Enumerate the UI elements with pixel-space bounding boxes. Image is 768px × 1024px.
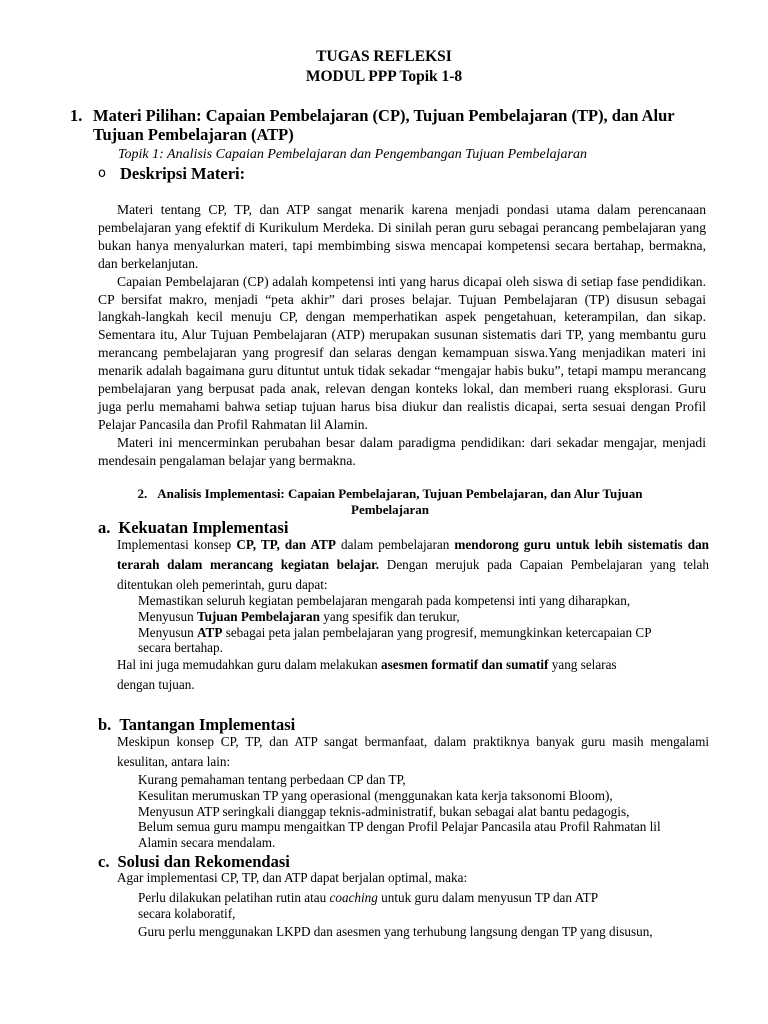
doc-title: TUGAS REFLEKSI bbox=[316, 48, 452, 65]
paragraph-2: Capaian Pembelajaran (CP) adalah kompetensi inti yang harus dicapai oleh siswa di setiap fase pendidikan. CP bersifat makro, menjadi “peta akhir” dari proses belajar. Tujuan Pembelajaran (TP) disusun sebagai langkah-langkah kecil menuju CP, dengan memperhatikan aspek pengetahuan, keterampilan, dan sikap. Sementara itu, Alur Tujuan Pembelajaran (ATP) merupakan susunan sistematis dari TP, yang membantu guru merancang pembelajaran yang progresif dan selaras dengan kemampuan siswa.Yang menjadikan materi ini menarik adalah bagaimana guru dituntut untuk tidak sekadar “mengajar habis buku”, tetapi mampu merancang pembelajaran yang berpusat pada anak, relevan dengan konteks lokal, dan memberi ruang eksplorasi. Guru juga perlu memahami bahwa setiap tujuan harus bisa diukur dan realistis dicapai, serta sesuai dengan Profil Pelajar Pancasila dan Profil Rahmatan lil Alamin. bbox=[98, 273, 706, 432]
list-item-text: Menyusun bbox=[138, 624, 197, 640]
subsection-b-intro: Meskipun konsep CP, TP, dan ATP sangat bermanfaat, dalam praktiknya banyak guru masih mengalami kesulitan, antara lain: bbox=[117, 734, 709, 769]
list-item-text: Kurang pemahaman tentang perbedaan CP dan TP, bbox=[138, 772, 406, 787]
list-item bbox=[117, 924, 709, 940]
list-item bbox=[117, 819, 709, 851]
list-item-text: Memastikan seluruh kegiatan pembelajaran mengarah pada kompetensi inti yang diharapkan, bbox=[138, 593, 631, 608]
paragraph-3: Materi ini mencerminkan perubahan besar dalam paradigma pendidikan: dari sekadar mengajar, menjadi mendesain pengalaman belajar yang bermakna. bbox=[98, 434, 706, 468]
text-run: Implementasi konsep bbox=[117, 537, 237, 552]
section-1-heading bbox=[70, 106, 730, 144]
bold-run: asesmen formatif dan sumatif bbox=[381, 657, 549, 672]
subsection-a-intro bbox=[117, 535, 709, 595]
list-item-text: Kesulitan merumuskan TP yang operasional (menggunakan kata kerja taksonomi Bloom), bbox=[138, 787, 613, 803]
subsection-c-letter: c. bbox=[98, 852, 110, 871]
paragraph-1: Materi tentang CP, TP, dan ATP sangat menarik karena menjadi pondasi utama dalam perencanaan pembelajaran yang efektif di Kurikulum Merdeka. Di sinilah peran guru sebagai perancang pembelajaran yang bukan hanya menyalurkan materi, tapi membimbing siswa mencapai kompetensi secara bertahap, bermakna, dan berkelanjutan. bbox=[98, 202, 706, 271]
list-item bbox=[117, 804, 709, 820]
section-2-number: 2. bbox=[137, 486, 148, 501]
bold-run: Tujuan Pembelajaran bbox=[196, 608, 320, 624]
text-run: yang selaras bbox=[548, 657, 617, 672]
list-item-text: sebagai peta jalan pembelajaran yang progresif, memungkinkan ketercapaian CP bbox=[222, 624, 652, 640]
section-1-heading-line2: Tujuan Pembelajaran (ATP) bbox=[93, 125, 294, 144]
topic-line: Topik 1: Analisis Capaian Pembelajaran dan Pengembangan Tujuan Pembelajaran bbox=[118, 147, 587, 162]
list-item-text: Guru perlu menggunakan LKPD dan asesmen yang terhubung langsung dengan TP yang disusun, bbox=[138, 923, 653, 939]
list-item-text: Belum semua guru mampu mengaitkan TP dengan Profil Pelajar Pancasila atau Profil Rahmatan lil bbox=[138, 819, 661, 835]
doc-subtitle: MODUL PPP Topik 1-8 bbox=[305, 68, 463, 85]
description-body bbox=[98, 201, 706, 470]
list-item-text: Menyusun ATP seringkali dianggap teknis-administratif, bukan sebagai alat bantu pedagogis, bbox=[138, 803, 630, 819]
list-item-text: yang spesifik dan terukur, bbox=[319, 608, 460, 624]
bold-run: CP, TP, dan ATP bbox=[236, 537, 336, 552]
list-item-continuation: secara kolaboratif, bbox=[138, 905, 236, 921]
bold-run: ATP bbox=[196, 624, 223, 640]
text-run: Dengan merujuk pada Capaian Pembelajaran yang telah ditentukan oleh pemerintah, guru dapat: bbox=[117, 557, 709, 592]
subsection-b-letter: b. bbox=[98, 715, 112, 734]
subsection-c-intro: Agar implementasi CP, TP, dan ATP dapat berjalan optimal, maka: bbox=[117, 870, 468, 885]
section-2-heading bbox=[80, 486, 700, 518]
subsection-c-title: Solusi dan Rekomendasi bbox=[117, 852, 290, 871]
description-heading: Deskripsi Materi: bbox=[120, 164, 246, 183]
section-2-heading-line1: Analisis Implementasi: Capaian Pembelajaran, Tujuan Pembelajaran, dan Alur Tujuan bbox=[157, 486, 643, 501]
text-run: Hal ini juga memudahkan guru dalam melakukan bbox=[117, 657, 382, 672]
text-run: dalam pembelajaran bbox=[335, 537, 455, 552]
subsection-b-title: Tantangan Implementasi bbox=[119, 715, 296, 734]
subsection-a-list bbox=[117, 593, 709, 656]
subsection-b-list bbox=[117, 772, 709, 851]
list-item bbox=[117, 593, 709, 609]
section-1-number: 1. bbox=[70, 106, 83, 125]
list-item bbox=[117, 890, 709, 922]
text-run: dengan tujuan. bbox=[117, 677, 195, 692]
list-item bbox=[117, 788, 709, 804]
list-item bbox=[117, 609, 709, 625]
list-item-continuation: secara bertahap. bbox=[138, 640, 223, 656]
bold-run: mendorong guru untuk lebih sistematis dan terarah dalam merancang kegiatan belajar. bbox=[117, 537, 710, 572]
list-item bbox=[117, 772, 709, 788]
subsection-c-list bbox=[117, 890, 709, 939]
list-item-text: untuk guru dalam menyusun TP dan ATP bbox=[377, 890, 599, 905]
list-item bbox=[117, 625, 709, 657]
subsection-c-heading bbox=[98, 852, 290, 871]
section-1-heading-line1: Materi Pilihan: Capaian Pembelajaran (CP), Tujuan Pembelajaran (TP), dan Alur bbox=[93, 106, 675, 125]
subsection-a-closing bbox=[117, 655, 709, 695]
subsection-a-letter: a. bbox=[98, 518, 111, 537]
section-2-heading-line2: Pembelajaran bbox=[351, 502, 429, 517]
subsection-a-title: Kekuatan Implementasi bbox=[118, 518, 289, 537]
circle-bullet-icon: o bbox=[98, 166, 106, 181]
italic-run: coaching bbox=[329, 890, 378, 905]
list-item-continuation: Alamin secara mendalam. bbox=[138, 835, 276, 851]
list-item-text: Perlu dilakukan pelatihan rutin atau bbox=[138, 890, 330, 905]
list-item-text: Menyusun bbox=[138, 608, 197, 624]
